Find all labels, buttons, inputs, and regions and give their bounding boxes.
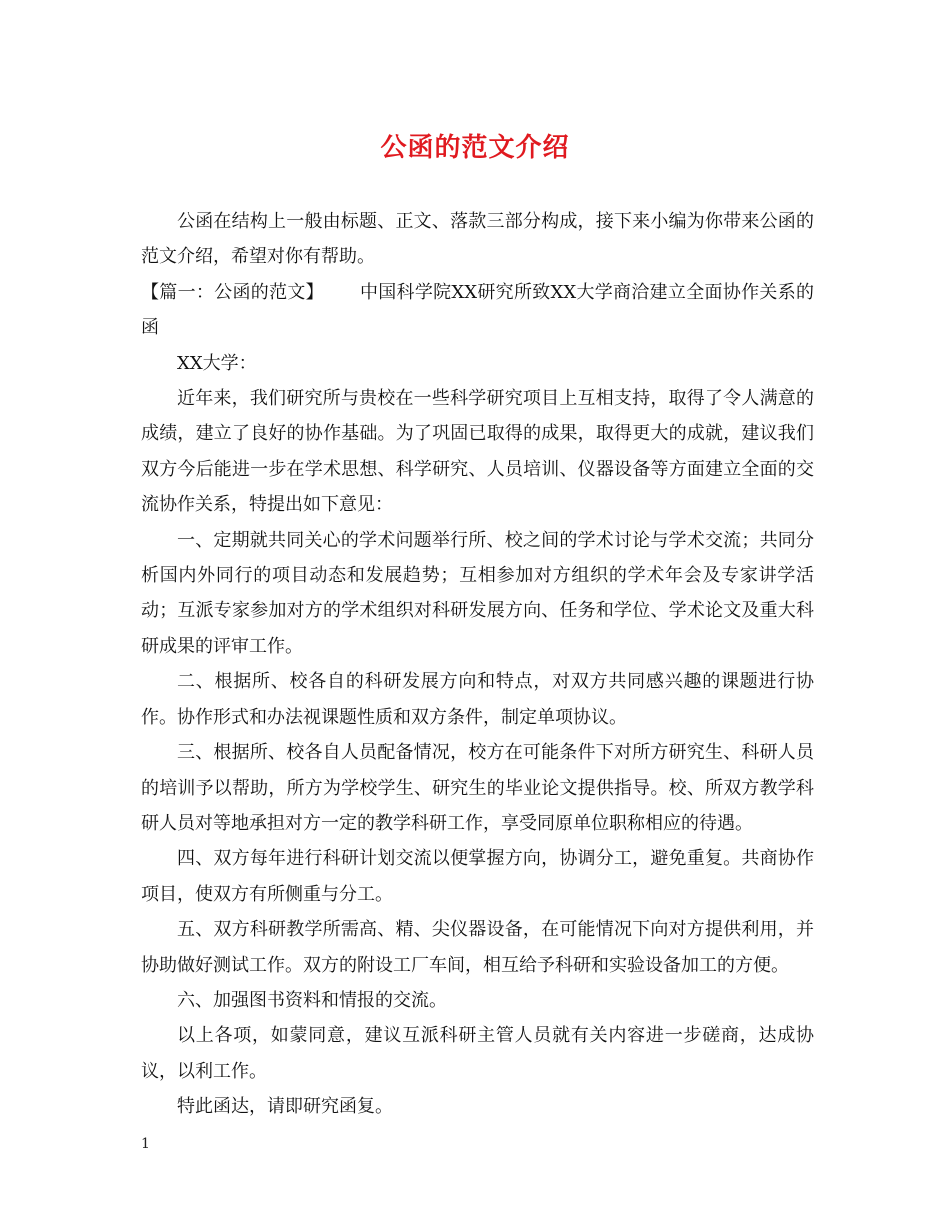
- section-heading-line: [141, 275, 814, 346]
- intro-paragraph: 公函在结构上一般由标题、正文、落款三部分构成，接下来小编为你带来公函的范文介绍，希望对你有帮助。: [141, 211, 814, 268]
- section-heading: 中国科学院XX研究所致XX大学商洽建立全面协作关系的函: [141, 281, 814, 339]
- section-tag: 【篇一：公函的范文】: [141, 281, 324, 303]
- salutation: XX大学：: [177, 352, 257, 374]
- body-paragraph: 近年来，我们研究所与贵校在一些科学研究项目上互相支持，取得了令人满意的成绩，建立了良好的协作基础。为了巩固已取得的成果，取得更大的成就，建议我们双方今后能进一步在学术思想、科学研究、人员培训、仪器设备等方面建立全面的交流协作关系，特提出如下意见：: [141, 388, 814, 516]
- document-title: 公函的范文介绍: [380, 133, 570, 163]
- body-paragraph: 以上各项，如蒙同意，建议互派科研主管人员就有关内容进一步磋商，达成协议，以利工作。: [141, 1025, 814, 1082]
- body-paragraph: 三、根据所、校各自人员配备情况，校方在可能条件下对所方研究生、科研人员的培训予以帮助，所方为学校学生、研究生的毕业论文提供指导。校、所双方教学科研人员对等地承担对方一定的教学科研工作，享受同原单位职称相应的待遇。: [141, 742, 814, 834]
- document-body: [141, 204, 814, 1125]
- page-number: 1: [141, 1136, 150, 1152]
- body-paragraph: 五、双方科研教学所需高、精、尖仪器设备，在可能情况下向对方提供利用，并协助做好测试工作。双方的附设工厂车间，相互给予科研和实验设备加工的方便。: [141, 919, 814, 976]
- body-paragraph: 特此函达，请即研究函复。: [177, 1096, 393, 1118]
- body-paragraph: 六、加强图书资料和情报的交流。: [177, 989, 447, 1011]
- body-paragraph: 二、根据所、校各自的科研发展方向和特点，对双方共同感兴趣的课题进行协作。协作形式和办法视课题性质和双方条件，制定单项协议。: [141, 671, 814, 728]
- body-paragraph: 四、双方每年进行科研计划交流以便掌握方向，协调分工，避免重复。共商协作项目，使双方有所侧重与分工。: [141, 848, 814, 905]
- body-paragraph: 一、定期就共同关心的学术问题举行所、校之间的学术讨论与学术交流；共同分析国内外同行的项目动态和发展趋势；互相参加对方组织的学术年会及专家讲学活动；互派专家参加对方的学术组织对科研发展方向、任务和学位、学术论文及重大科研成果的评审工作。: [141, 529, 814, 657]
